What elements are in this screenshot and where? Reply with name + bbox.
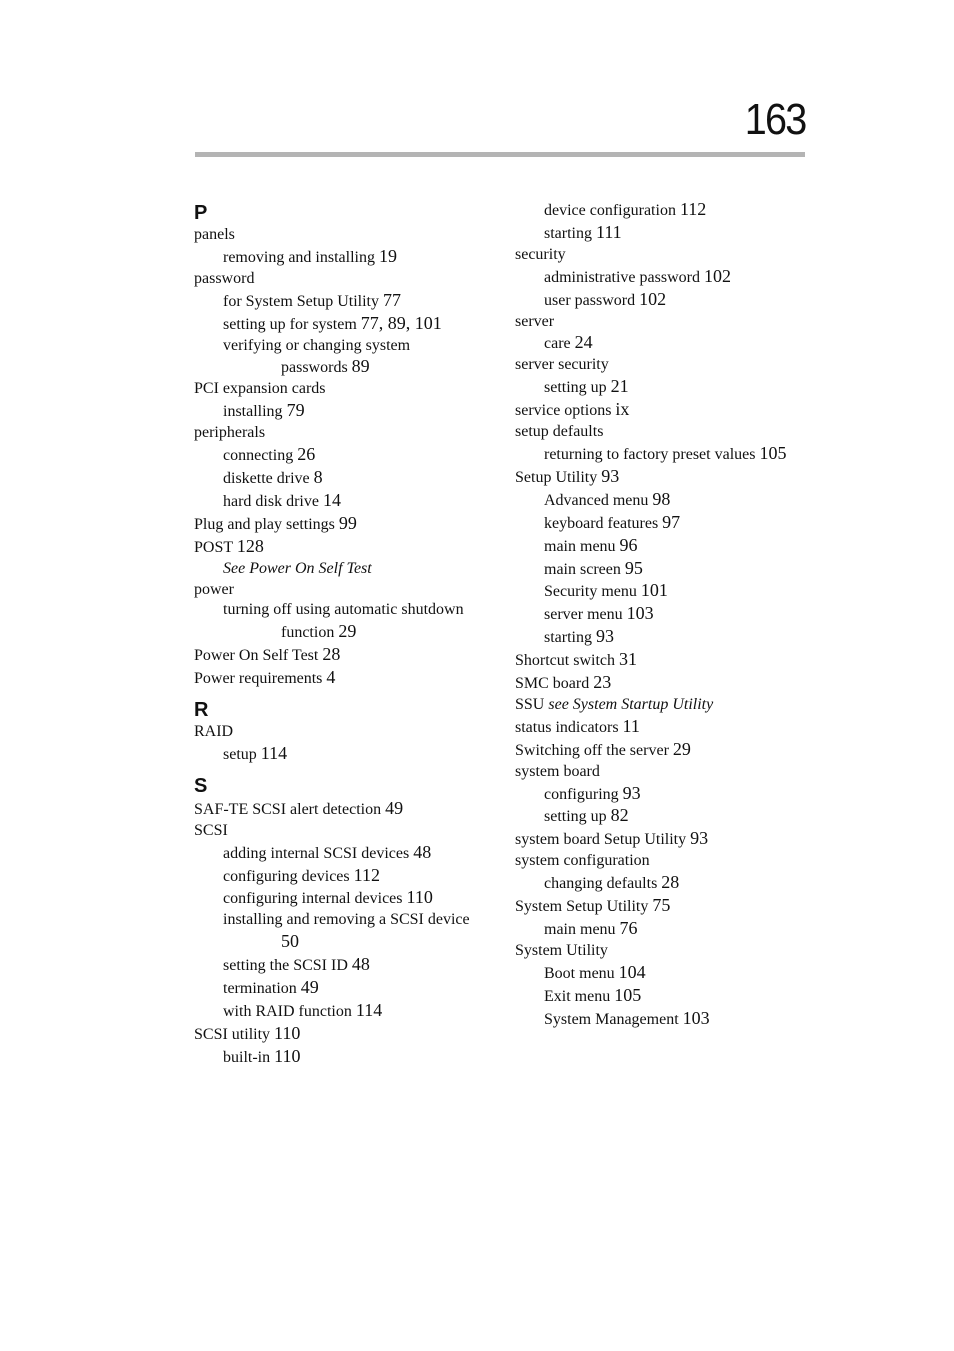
- index-subentry: [194, 977, 494, 1000]
- entry-term: SCSI: [194, 821, 228, 839]
- entry-term: SSU: [515, 695, 545, 713]
- entry-term: main menu: [544, 537, 616, 555]
- entry-term: main menu: [544, 921, 616, 938]
- index-subentry: [515, 535, 815, 558]
- entry-term: care: [544, 335, 571, 353]
- index-subentry: [194, 865, 494, 888]
- index-entry: [194, 379, 494, 400]
- entry-page-number: 110: [274, 1022, 301, 1043]
- index-entry: [515, 762, 815, 783]
- index-subentry: [515, 289, 815, 312]
- index-entry: [515, 422, 815, 443]
- index-entry: [515, 941, 815, 962]
- entry-term: setup defaults: [515, 423, 604, 441]
- entry-page-number: 28: [661, 872, 680, 893]
- index-subentry: [515, 872, 815, 895]
- entry-term: turning off using automatic shutdown: [223, 601, 464, 619]
- entry-term: panels: [194, 226, 235, 243]
- entry-term: for System Setup Utility: [223, 292, 379, 310]
- entry-page-number: 19: [378, 245, 397, 266]
- index-subentry: [194, 467, 494, 490]
- entry-term: server security: [515, 356, 609, 374]
- entry-page-number: 114: [260, 742, 288, 763]
- index-subentry: [194, 559, 494, 580]
- index-subentry: [515, 489, 815, 512]
- entry-page-number: ix: [615, 399, 630, 420]
- entry-page-number: 112: [353, 864, 380, 885]
- index-subentry: [194, 1046, 494, 1069]
- entry-term: setting up: [544, 379, 607, 397]
- entry-page-number: 8: [313, 466, 323, 487]
- entry-term: Power requirements: [194, 670, 323, 688]
- entry-term: installing and removing a SCSI device: [223, 911, 470, 929]
- index-subentry: [194, 313, 494, 336]
- index-entry: [194, 644, 494, 667]
- index-subentry: [194, 743, 494, 766]
- index-subentry: [194, 621, 494, 644]
- entry-page-number: 31: [619, 649, 637, 670]
- entry-term: SMC board: [515, 675, 590, 693]
- entry-term: setting up: [544, 808, 607, 826]
- entry-term: Advanced menu: [544, 491, 649, 509]
- index-section-letter: S: [194, 774, 208, 797]
- entry-page-number: 95: [624, 557, 643, 578]
- entry-page-number: 29: [672, 738, 691, 759]
- index-subentry: [515, 332, 815, 355]
- entry-term: built-in: [223, 1048, 271, 1066]
- entry-page-number: 93: [596, 626, 614, 647]
- index-subentry: [515, 266, 815, 289]
- index-subentry: [194, 954, 494, 977]
- index-subentry: [194, 444, 494, 467]
- entry-term: removing and installing: [223, 248, 375, 266]
- index-subentry: [194, 400, 494, 423]
- entry-cross-reference: See Power On Self Test: [223, 559, 372, 577]
- entry-page-number: 104: [618, 961, 646, 982]
- entry-page-number: 99: [338, 512, 357, 533]
- entry-term: starting: [544, 224, 592, 242]
- entry-cross-reference: see System Startup Utility: [548, 695, 714, 713]
- index-subentry: [194, 910, 494, 931]
- entry-term: PCI expansion cards: [194, 380, 326, 398]
- index-subentry: [515, 580, 815, 603]
- entry-term: changing defaults: [544, 875, 658, 893]
- index-section-letter: R: [194, 699, 209, 722]
- index-entry: [515, 649, 815, 672]
- index-column-right: [515, 199, 815, 1031]
- entry-term: setup: [223, 745, 257, 763]
- index-subentry: [515, 805, 815, 828]
- entry-page-number: 111: [596, 221, 622, 242]
- entry-term: Plug and play settings: [194, 515, 335, 533]
- index-entry: [515, 695, 815, 716]
- index-subentry: [515, 222, 815, 245]
- entry-page-number: 103: [682, 1007, 710, 1028]
- entry-term: passwords: [281, 359, 348, 377]
- entry-term: service options: [515, 402, 612, 420]
- index-subentry: [515, 512, 815, 535]
- entry-term: peripherals: [194, 424, 266, 442]
- entry-term: configuring devices: [223, 867, 350, 885]
- entry-term: power: [194, 580, 234, 598]
- entry-term: server: [515, 312, 555, 330]
- index-entry: [194, 536, 494, 559]
- index-subentry: [194, 842, 494, 865]
- entry-term: verifying or changing system: [223, 336, 411, 354]
- index-subentry: [515, 783, 815, 806]
- entry-page-number: 24: [574, 332, 593, 353]
- index-entry: [194, 821, 494, 842]
- entry-page-number: 102: [703, 265, 731, 286]
- entry-term: System Management: [544, 1010, 679, 1028]
- entry-term: administrative password: [544, 268, 700, 286]
- index-subentry: [194, 887, 494, 910]
- entry-page-number: 89: [351, 356, 370, 377]
- entry-term: system board Setup Utility: [515, 831, 687, 849]
- entry-term: user password: [544, 291, 636, 309]
- entry-term: password: [194, 269, 255, 287]
- index-subentry: [194, 246, 494, 269]
- entry-term: hard disk drive: [223, 492, 319, 510]
- entry-term: termination: [223, 980, 297, 998]
- entry-page-number: 82: [610, 805, 629, 826]
- entry-term: System Setup Utility: [515, 898, 649, 916]
- entry-page-number: 49: [300, 977, 319, 998]
- index-subentry: [515, 985, 815, 1008]
- entry-term: configuring: [544, 785, 619, 803]
- entry-term: main screen: [544, 560, 621, 578]
- entry-term: keyboard features: [544, 514, 659, 532]
- entry-page-number: 128: [236, 535, 264, 556]
- entry-page-number: 50: [281, 931, 299, 952]
- entry-page-number: 77, 89, 101: [360, 312, 442, 333]
- index-entry: [194, 798, 494, 821]
- index-entry: [194, 1023, 494, 1046]
- index-entry: [194, 580, 494, 601]
- index-entry: [515, 312, 815, 333]
- entry-term: SCSI utility: [194, 1025, 271, 1043]
- index-entry: [515, 716, 815, 739]
- index-subentry: [515, 603, 815, 626]
- index-entry: [515, 828, 815, 851]
- entry-term: installing: [223, 403, 283, 421]
- entry-page-number: 93: [622, 782, 641, 803]
- entry-page-number: 114: [355, 1000, 383, 1020]
- entry-page-number: 4: [326, 667, 336, 688]
- entry-term: SAF-TE SCSI alert detection: [194, 800, 382, 818]
- index-subentry: [194, 490, 494, 513]
- entry-term: adding internal SCSI devices: [223, 844, 410, 862]
- entry-page-number: 98: [652, 488, 671, 509]
- index-entry: [194, 423, 494, 444]
- index-entry: [515, 245, 815, 266]
- index-column-left: [194, 199, 494, 1069]
- entry-page-number: 102: [639, 288, 667, 309]
- index-subentry: [515, 1008, 815, 1031]
- entry-term: system board: [515, 762, 600, 780]
- entry-page-number: 76: [619, 918, 638, 938]
- index-subentry: [194, 356, 494, 379]
- entry-page-number: 11: [622, 715, 640, 736]
- entry-term: Exit menu: [544, 987, 611, 1005]
- entry-term: system configuration: [515, 852, 650, 870]
- header-rule: [195, 152, 805, 157]
- entry-term: RAID: [194, 723, 234, 741]
- index-subentry: [515, 558, 815, 581]
- entry-page-number: 96: [619, 534, 638, 555]
- index-entry: [515, 672, 815, 695]
- entry-term: System Utility: [515, 941, 608, 959]
- entry-page-number: 79: [286, 400, 305, 421]
- entry-page-number: 101: [640, 580, 668, 601]
- entry-term: setting up for system: [223, 315, 357, 333]
- entry-page-number: 103: [626, 603, 654, 624]
- index-subentry: [515, 376, 815, 399]
- entry-page-number: 77: [383, 289, 401, 310]
- entry-page-number: 112: [679, 199, 707, 219]
- index-entry: [194, 513, 494, 536]
- index-section-letter: P: [194, 202, 208, 224]
- index-subentry: [194, 600, 494, 621]
- index-subentry: [515, 918, 815, 941]
- entry-term: function: [281, 624, 335, 642]
- entry-term: starting: [544, 629, 592, 647]
- entry-page-number: 93: [690, 828, 709, 849]
- entry-term: status indicators: [515, 718, 619, 736]
- entry-page-number: 97: [662, 511, 681, 532]
- index-entry: [515, 466, 815, 489]
- index-entry: [194, 667, 494, 690]
- entry-page-number: 21: [610, 376, 629, 397]
- entry-page-number: 48: [413, 841, 432, 862]
- index-subentry: [515, 199, 815, 222]
- index-entry: [194, 269, 494, 290]
- entry-term: configuring internal devices: [223, 890, 403, 908]
- entry-page-number: 110: [274, 1045, 301, 1066]
- index-entry: [194, 225, 494, 246]
- entry-term: Setup Utility: [515, 468, 598, 486]
- entry-page-number: 48: [351, 954, 370, 975]
- entry-term: returning to factory preset values: [544, 445, 756, 463]
- entry-page-number: 23: [593, 672, 612, 693]
- entry-term: diskette drive: [223, 469, 310, 487]
- entry-term: Shortcut switch: [515, 652, 615, 670]
- entry-term: Security menu: [544, 583, 637, 601]
- entry-page-number: 105: [614, 984, 642, 1005]
- index-entry: [515, 895, 815, 918]
- entry-term: setting the SCSI ID: [223, 957, 348, 975]
- index-subentry: [515, 626, 815, 649]
- index-subentry: [194, 290, 494, 313]
- entry-term: Boot menu: [544, 964, 615, 982]
- entry-page-number: 110: [406, 887, 433, 908]
- entry-term: Switching off the server: [515, 741, 669, 759]
- entry-page-number: 49: [385, 797, 404, 818]
- entry-page-number: 29: [338, 621, 357, 642]
- index-subentry: [194, 1000, 494, 1023]
- entry-page-number: 14: [322, 489, 341, 510]
- entry-page-number: 26: [297, 444, 316, 465]
- index-entry: [515, 355, 815, 376]
- index-subentry: [515, 443, 815, 466]
- index-entry: [515, 739, 815, 762]
- index-entry: [515, 851, 815, 872]
- entry-page-number: 93: [601, 465, 620, 486]
- entry-page-number: 28: [322, 644, 341, 665]
- index-entry: [194, 722, 494, 743]
- entry-term: security: [515, 245, 566, 263]
- entry-term: device configuration: [544, 202, 676, 219]
- index-subentry: [194, 931, 494, 954]
- index-entry: [515, 399, 815, 422]
- index-subentry: [194, 336, 494, 357]
- entry-page-number: 75: [652, 895, 671, 916]
- page-number: 163: [744, 95, 805, 144]
- entry-term: Power On Self Test: [194, 647, 319, 665]
- entry-term: server menu: [544, 606, 623, 624]
- entry-term: connecting: [223, 447, 294, 465]
- entry-term: POST: [194, 538, 233, 556]
- entry-page-number: 105: [759, 442, 787, 463]
- entry-term: with RAID function: [223, 1003, 352, 1020]
- index-subentry: [515, 962, 815, 985]
